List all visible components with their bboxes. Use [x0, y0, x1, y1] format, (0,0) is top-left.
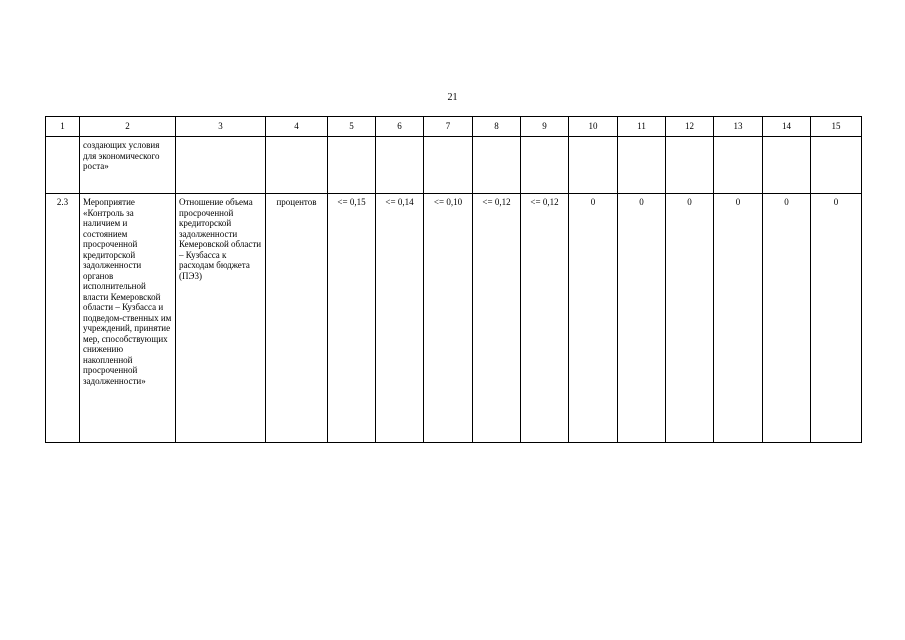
row-number: 2.3 — [46, 194, 80, 443]
table-cell — [328, 137, 376, 194]
indicator-name: Отношение объема просроченной кредиторской задолженности Кемеровской области – Кузбасса к расходам бюджета (ПЭ3) — [176, 194, 266, 443]
table-cell — [714, 137, 763, 194]
value-cell: <= 0,10 — [424, 194, 473, 443]
event-name: Мероприятие «Контроль за наличием и состоянием просроченной кредиторской задолженности органов исполнительной власти Кемеровской области – Кузбасса и подведом-ственных им учреждений, принятие мер, способствующих снижению накопленной просроченной задолженности» — [80, 194, 176, 443]
table-cell — [763, 137, 811, 194]
column-header: 1 — [46, 117, 80, 137]
column-header: 14 — [763, 117, 811, 137]
value-cell: 0 — [714, 194, 763, 443]
column-header: 11 — [618, 117, 666, 137]
column-header: 3 — [176, 117, 266, 137]
value-cell: 0 — [811, 194, 862, 443]
table-row-continued — [46, 137, 862, 194]
table-cell — [376, 137, 424, 194]
column-header: 6 — [376, 117, 424, 137]
value-cell: <= 0,12 — [473, 194, 521, 443]
column-header: 10 — [569, 117, 618, 137]
table-cell — [521, 137, 569, 194]
event-name-continued: создающих условия для экономического роста» — [80, 137, 176, 194]
table-cell — [569, 137, 618, 194]
table-cell — [666, 137, 714, 194]
column-number-row — [46, 117, 862, 137]
table-row-2-3 — [46, 194, 862, 443]
page-number: 21 — [447, 92, 458, 103]
value-cell: <= 0,15 — [328, 194, 376, 443]
table-cell — [424, 137, 473, 194]
column-header: 8 — [473, 117, 521, 137]
column-header: 12 — [666, 117, 714, 137]
value-cell: 0 — [666, 194, 714, 443]
column-header: 4 — [266, 117, 328, 137]
column-header: 5 — [328, 117, 376, 137]
value-cell: 0 — [569, 194, 618, 443]
table-cell — [618, 137, 666, 194]
unit-of-measure: процентов — [266, 194, 328, 443]
value-cell: <= 0,14 — [376, 194, 424, 443]
table-cell — [46, 137, 80, 194]
table-cell — [176, 137, 266, 194]
value-cell: <= 0,12 — [521, 194, 569, 443]
column-header: 7 — [424, 117, 473, 137]
table-cell — [811, 137, 862, 194]
column-header: 2 — [80, 117, 176, 137]
column-header: 9 — [521, 117, 569, 137]
table-cell — [266, 137, 328, 194]
table-cell — [473, 137, 521, 194]
value-cell: 0 — [618, 194, 666, 443]
column-header: 13 — [714, 117, 763, 137]
column-header: 15 — [811, 117, 862, 137]
indicators-table — [45, 116, 862, 443]
value-cell: 0 — [763, 194, 811, 443]
